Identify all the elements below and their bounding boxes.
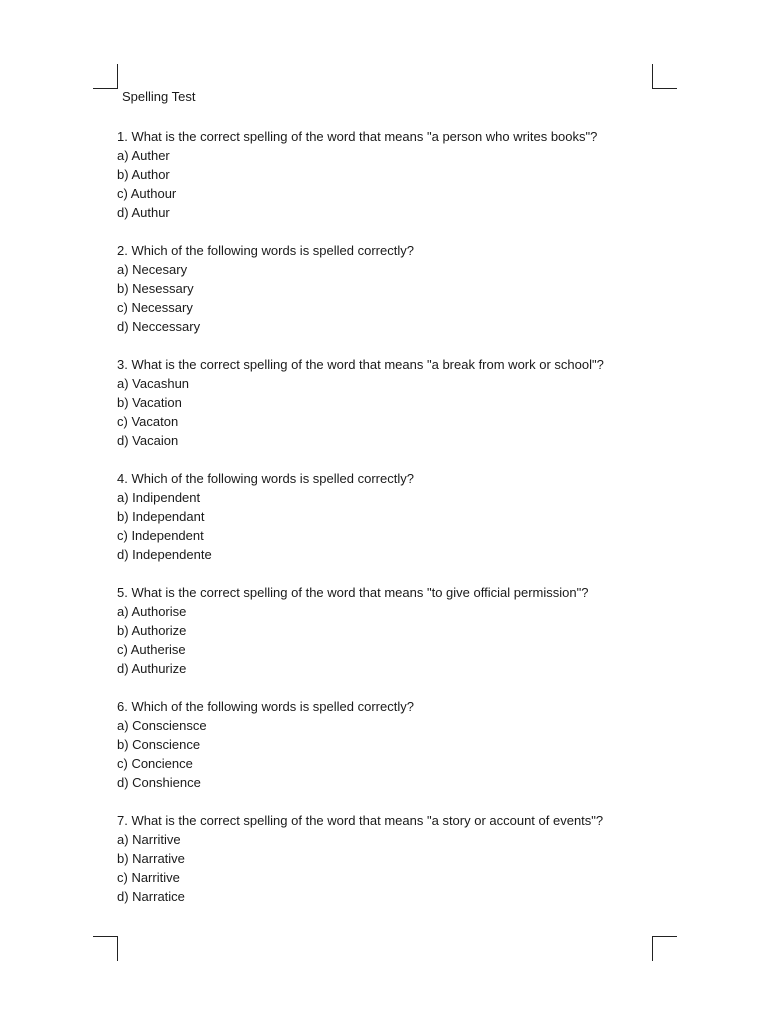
crop-mark-bottom-right [652, 936, 677, 961]
answer-option: d) Conshience [117, 775, 201, 790]
answer-option: b) Authorize [117, 623, 187, 638]
answer-option: a) Necesary [117, 262, 188, 277]
answer-option: d) Authur [117, 205, 170, 220]
question-6 [117, 697, 657, 811]
question-prompt: 1. What is the correct spelling of the word that means "a person who writes books"? [117, 129, 598, 144]
answer-option: c) Vacaton [117, 414, 179, 429]
question-1 [117, 127, 657, 241]
document-title: Spelling Test [122, 89, 196, 104]
answer-option: a) Auther [117, 148, 170, 163]
answer-option: c) Autherise [117, 642, 186, 657]
answer-option: b) Vacation [117, 395, 182, 410]
question-3 [117, 355, 657, 469]
answer-option: a) Narritive [117, 832, 181, 847]
answer-option: d) Narratice [117, 889, 185, 904]
answer-option: d) Authurize [117, 661, 187, 676]
answer-option: d) Neccessary [117, 319, 201, 334]
question-list [117, 127, 657, 925]
answer-option: d) Independente [117, 547, 212, 562]
question-prompt: 4. Which of the following words is spelled correctly? [117, 471, 414, 486]
question-prompt: 6. Which of the following words is spelled correctly? [117, 699, 414, 714]
question-prompt: 3. What is the correct spelling of the word that means "a break from work or school"? [117, 357, 604, 372]
crop-mark-bottom-left [93, 936, 118, 961]
question-prompt: 7. What is the correct spelling of the word that means "a story or account of events"? [117, 813, 604, 828]
answer-option: d) Vacaion [117, 433, 179, 448]
answer-option: c) Concience [117, 756, 193, 771]
answer-option: a) Authorise [117, 604, 187, 619]
answer-option: b) Conscience [117, 737, 201, 752]
answer-option: c) Necessary [117, 300, 193, 315]
answer-option: a) Consciensce [117, 718, 207, 733]
crop-mark-top-right [652, 64, 677, 89]
answer-option: c) Authour [117, 186, 177, 201]
crop-mark-top-left [93, 64, 118, 89]
answer-option: b) Narrative [117, 851, 185, 866]
answer-option: b) Nesessary [117, 281, 194, 296]
answer-option: c) Independent [117, 528, 204, 543]
question-prompt: 5. What is the correct spelling of the word that means "to give official permission"? [117, 585, 589, 600]
question-4 [117, 469, 657, 583]
answer-option: c) Narritive [117, 870, 180, 885]
answer-option: b) Author [117, 167, 170, 182]
question-prompt: 2. Which of the following words is spelled correctly? [117, 243, 414, 258]
answer-option: a) Vacashun [117, 376, 190, 391]
question-2 [117, 241, 657, 355]
question-7 [117, 811, 657, 925]
answer-option: a) Indipendent [117, 490, 201, 505]
question-5 [117, 583, 657, 697]
answer-option: b) Independant [117, 509, 205, 524]
